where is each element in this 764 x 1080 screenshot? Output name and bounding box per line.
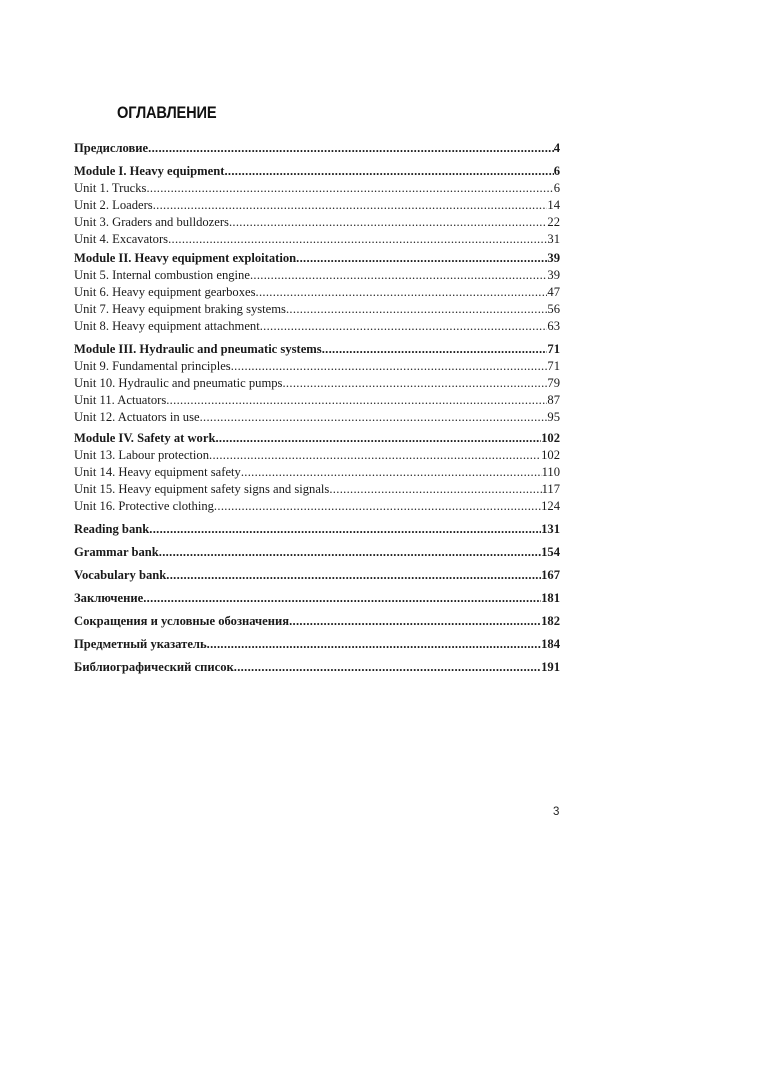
- dot-leader: [260, 318, 548, 335]
- toc-entry-page-number: 6: [553, 181, 560, 195]
- toc-entry-title: Unit 2. Loaders: [74, 198, 153, 212]
- toc-unit-entry[interactable]: [74, 392, 560, 409]
- dot-leader: [153, 197, 548, 214]
- toc-section-entry[interactable]: [74, 250, 560, 267]
- dot-leader: [289, 613, 541, 630]
- toc-entry-page-number: 71: [547, 342, 560, 356]
- toc-entry-title: Vocabulary bank: [74, 568, 167, 582]
- toc-section-entry[interactable]: [74, 567, 560, 584]
- dot-leader: [241, 464, 542, 481]
- dot-leader: [329, 481, 541, 498]
- toc-section-entry[interactable]: [74, 430, 560, 447]
- table-of-contents: [74, 140, 560, 676]
- dot-leader: [168, 231, 547, 248]
- dot-leader: [200, 409, 548, 426]
- dot-leader: [250, 267, 547, 284]
- toc-section-entry[interactable]: [74, 613, 560, 630]
- dot-leader: [282, 375, 547, 392]
- dot-leader: [214, 498, 541, 515]
- dot-leader: [234, 659, 541, 676]
- toc-unit-entry[interactable]: [74, 409, 560, 426]
- toc-entry-title: Unit 1. Trucks: [74, 181, 147, 195]
- toc-unit-entry[interactable]: [74, 447, 560, 464]
- dot-leader: [322, 341, 548, 358]
- toc-unit-entry[interactable]: [74, 318, 560, 335]
- toc-section-entry[interactable]: [74, 590, 560, 607]
- toc-entry-page-number: 47: [547, 285, 560, 299]
- toc-section-entry[interactable]: [74, 659, 560, 676]
- dot-leader: [207, 636, 541, 653]
- toc-section-entry[interactable]: [74, 140, 560, 157]
- toc-entry-page-number: 167: [541, 568, 560, 582]
- toc-unit-entry[interactable]: [74, 358, 560, 375]
- dot-leader: [148, 140, 554, 157]
- dot-leader: [215, 430, 541, 447]
- toc-entry-page-number: 117: [541, 482, 560, 496]
- toc-unit-entry[interactable]: [74, 464, 560, 481]
- toc-entry-title: Unit 8. Heavy equipment attachment: [74, 319, 260, 333]
- toc-entry-page-number: 4: [553, 141, 560, 155]
- toc-entry-page-number: 71: [547, 359, 560, 373]
- toc-section-entry[interactable]: [74, 163, 560, 180]
- toc-entry-title: Reading bank: [74, 522, 150, 536]
- toc-entry-page-number: 110: [541, 465, 560, 479]
- toc-entry-page-number: 154: [541, 545, 560, 559]
- toc-entry-page-number: 39: [547, 268, 560, 282]
- toc-unit-entry[interactable]: [74, 375, 560, 392]
- toc-entry-title: Библиографический список: [74, 660, 234, 674]
- toc-entry-title: Module III. Hydraulic and pneumatic systems: [74, 342, 322, 356]
- toc-unit-entry[interactable]: [74, 197, 560, 214]
- toc-unit-entry[interactable]: [74, 498, 560, 515]
- toc-entry-title: Unit 7. Heavy equipment braking systems: [74, 302, 286, 316]
- toc-unit-entry[interactable]: [74, 231, 560, 248]
- toc-entry-title: Module I. Heavy equipment: [74, 164, 225, 178]
- dot-leader: [159, 544, 541, 561]
- toc-entry-page-number: 22: [547, 215, 560, 229]
- toc-entry-title: Unit 3. Graders and bulldozers: [74, 215, 229, 229]
- toc-section-entry[interactable]: [74, 636, 560, 653]
- dot-leader: [166, 392, 547, 409]
- dot-leader: [143, 590, 541, 607]
- dot-leader: [286, 301, 547, 318]
- toc-entry-page-number: 56: [547, 302, 560, 316]
- toc-entry-page-number: 181: [541, 591, 560, 605]
- toc-section-entry[interactable]: [74, 544, 560, 561]
- toc-entry-page-number: 14: [547, 198, 560, 212]
- toc-unit-entry[interactable]: [74, 180, 560, 197]
- toc-entry-title: Unit 11. Actuators: [74, 393, 167, 407]
- toc-entry-title: Unit 15. Heavy equipment safety signs and signals: [74, 482, 330, 496]
- toc-entry-title: Grammar bank: [74, 545, 159, 559]
- toc-entry-page-number: 6: [553, 164, 560, 178]
- toc-entry-title: Unit 14. Heavy equipment safety: [74, 465, 241, 479]
- toc-entry-page-number: 63: [547, 319, 560, 333]
- toc-entry-page-number: 95: [547, 410, 560, 424]
- dot-leader: [166, 567, 541, 584]
- toc-entry-page-number: 79: [547, 376, 560, 390]
- toc-entry-title: Unit 9. Fundamental principles: [74, 359, 231, 373]
- toc-entry-page-number: 191: [541, 660, 560, 674]
- toc-unit-entry[interactable]: [74, 267, 560, 284]
- dot-leader: [229, 214, 547, 231]
- toc-entry-page-number: 102: [541, 431, 560, 445]
- toc-entry-page-number: 87: [547, 393, 560, 407]
- toc-entry-page-number: 182: [541, 614, 560, 628]
- toc-entry-title: Module IV. Safety at work: [74, 431, 216, 445]
- dot-leader: [256, 284, 548, 301]
- toc-unit-entry[interactable]: [74, 481, 560, 498]
- toc-unit-entry[interactable]: [74, 284, 560, 301]
- toc-entry-page-number: 124: [541, 499, 560, 513]
- toc-entry-title: Unit 13. Labour protection: [74, 448, 210, 462]
- toc-entry-title: Предисловие: [74, 141, 149, 155]
- toc-entry-title: Unit 10. Hydraulic and pneumatic pumps: [74, 376, 283, 390]
- dot-leader: [296, 250, 547, 267]
- toc-entry-title: Unit 6. Heavy equipment gearboxes: [74, 285, 256, 299]
- toc-entry-page-number: 102: [541, 448, 560, 462]
- toc-entry-page-number: 39: [547, 251, 560, 265]
- toc-unit-entry[interactable]: [74, 301, 560, 318]
- toc-section-entry[interactable]: [74, 521, 560, 538]
- dot-leader: [224, 163, 553, 180]
- dot-leader: [231, 358, 548, 375]
- toc-unit-entry[interactable]: [74, 214, 560, 231]
- toc-entry-title: Unit 4. Excavators: [74, 232, 169, 246]
- dot-leader: [209, 447, 541, 464]
- toc-entry-title: Заключение: [74, 591, 144, 605]
- toc-entry-title: Unit 5. Internal combustion engine: [74, 268, 250, 282]
- toc-entry-title: Module II. Heavy equipment exploitation: [74, 251, 297, 265]
- toc-entry-page-number: 131: [541, 522, 560, 536]
- toc-entry-title: Unit 12. Actuators in use: [74, 410, 200, 424]
- toc-entry-title: Предметный указатель: [74, 637, 207, 651]
- dot-leader: [149, 521, 541, 538]
- toc-entry-title: Сокращения и условные обозначения: [74, 614, 290, 628]
- toc-heading: ОГЛАВЛЕНИЕ: [117, 103, 217, 122]
- toc-entry-page-number: 184: [541, 637, 560, 651]
- toc-entry-title: Unit 16. Protective clothing: [74, 499, 214, 513]
- page-number: 3: [553, 806, 560, 818]
- dot-leader: [146, 180, 553, 197]
- toc-entry-page-number: 31: [547, 232, 560, 246]
- toc-section-entry[interactable]: [74, 341, 560, 358]
